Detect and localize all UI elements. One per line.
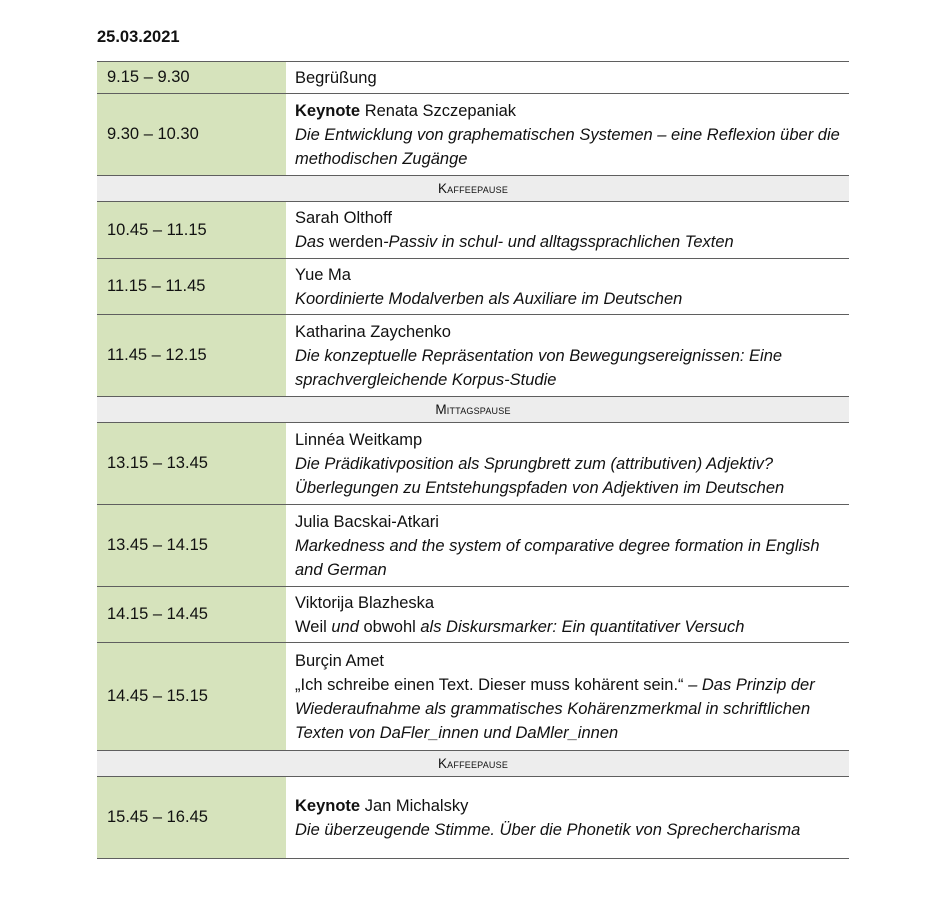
talk-title: Weil und obwohl als Diskursmarker: Ein quantitativer Versuch <box>295 617 745 636</box>
session-details <box>286 777 849 859</box>
session-row <box>97 94 849 176</box>
speaker-line <box>295 66 841 90</box>
speaker-name: Begrüßung <box>295 68 377 87</box>
session-row <box>97 259 849 315</box>
speaker-line <box>295 591 841 615</box>
session-time: 14.15 – 14.45 <box>97 587 286 643</box>
schedule-table <box>97 61 849 859</box>
session-details <box>286 643 849 751</box>
speaker-line <box>295 99 841 123</box>
speaker-name: Julia Bacskai-Atkari <box>295 512 439 531</box>
speaker-name: Yue Ma <box>295 265 351 284</box>
session-details <box>286 423 849 505</box>
session-time: 13.45 – 14.15 <box>97 505 286 587</box>
session-time: 11.45 – 12.15 <box>97 315 286 397</box>
pause-label: Kaffeepause <box>97 176 849 202</box>
speaker-line <box>295 263 841 287</box>
session-row <box>97 202 849 259</box>
session-time: 10.45 – 11.15 <box>97 202 286 259</box>
talk-title: Die überzeugende Stimme. Über die Phonetik von Sprechercharisma <box>295 820 801 839</box>
speaker-line <box>295 320 841 344</box>
session-time: 9.30 – 10.30 <box>97 94 286 176</box>
talk-title: Markedness and the system of comparative degree formation in English and German <box>295 536 820 579</box>
talk-title: Die Prädikativposition als Sprungbrett zum (attributiven) Adjektiv? Überlegungen zu Entstehungspfaden von Adjektiven im Deutschen <box>295 454 785 497</box>
session-time: 11.15 – 11.45 <box>97 259 286 315</box>
talk-title: Die Entwicklung von graphematischen Systemen – eine Reflexion über die methodischen Zugänge <box>295 125 840 168</box>
speaker-line <box>295 510 841 534</box>
speaker-name: Sarah Olthoff <box>295 209 392 227</box>
session-time: 15.45 – 16.45 <box>97 777 286 859</box>
keynote-label: Keynote <box>295 796 361 815</box>
talk-title: Koordinierte Modalverben als Auxiliare im Deutschen <box>295 289 683 308</box>
session-time: 14.45 – 15.15 <box>97 643 286 751</box>
speaker-name: Katharina Zaychenko <box>295 322 451 341</box>
keynote-label: Keynote <box>295 101 361 120</box>
session-details <box>286 587 849 643</box>
talk-title: Das werden-Passiv in schul- und alltagssprachlichen Texten <box>295 233 734 251</box>
session-time: 9.15 – 9.30 <box>97 62 286 94</box>
pause-row <box>97 397 849 423</box>
talk-title: „Ich schreibe einen Text. Dieser muss kohärent sein.“ – Das Prinzip der Wiederaufnahme als grammatisches Kohärenzmerkmal in schriftlichen Texten von DaFler_innen und DaMler_innen <box>295 675 815 742</box>
session-details <box>286 202 849 259</box>
session-row <box>97 423 849 505</box>
session-details <box>286 259 849 315</box>
pause-row <box>97 751 849 777</box>
session-details <box>286 62 849 94</box>
speaker-line <box>295 428 841 452</box>
date-heading: 25.03.2021 <box>97 28 180 46</box>
session-row <box>97 777 849 859</box>
speaker-name: Renata Szczepaniak <box>364 101 517 120</box>
talk-title: Die konzeptuelle Repräsentation von Bewegungsereignissen: Eine sprachvergleichende Korpus-Studie <box>295 346 783 389</box>
session-row <box>97 505 849 587</box>
session-row <box>97 587 849 643</box>
session-details <box>286 505 849 587</box>
pause-label: Kaffeepause <box>97 751 849 777</box>
session-time: 13.15 – 13.45 <box>97 423 286 505</box>
speaker-line <box>295 794 841 818</box>
session-row <box>97 643 849 751</box>
speaker-line <box>295 649 841 673</box>
session-row <box>97 62 849 94</box>
session-details <box>286 94 849 176</box>
session-row <box>97 315 849 397</box>
session-details <box>286 315 849 397</box>
speaker-name: Linnéa Weitkamp <box>295 430 423 449</box>
pause-label: Mittagspause <box>97 397 849 423</box>
speaker-line <box>295 206 841 230</box>
speaker-name: Viktorija Blazheska <box>295 593 435 612</box>
speaker-name: Burçin Amet <box>295 651 384 670</box>
speaker-name: Jan Michalsky <box>364 796 469 815</box>
pause-row <box>97 176 849 202</box>
